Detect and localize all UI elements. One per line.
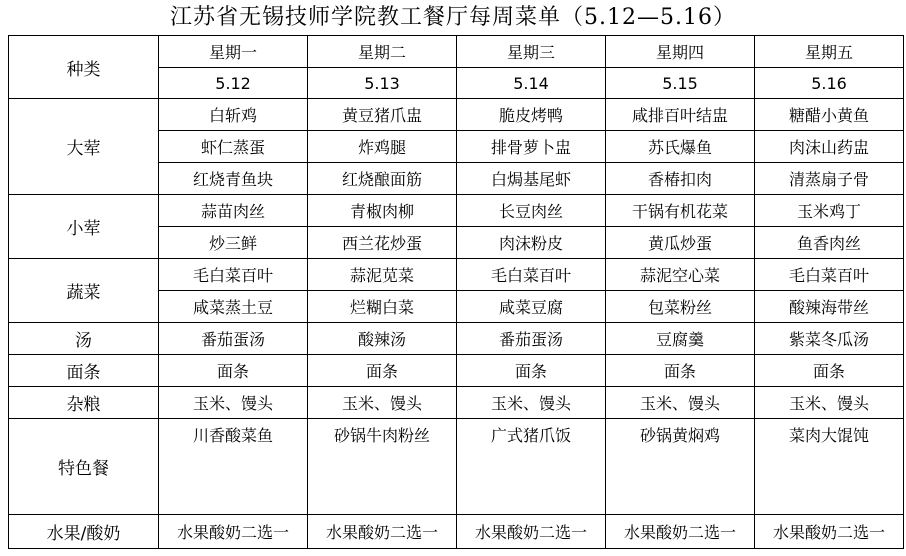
category-noodles: 面条: [9, 355, 159, 387]
fruit-cell: 水果酸奶二选一: [606, 515, 755, 549]
dish-cell: 红烧青鱼块: [159, 163, 308, 195]
table-row: [9, 99, 904, 131]
table-row: [9, 387, 904, 419]
dish-cell: 面条: [159, 355, 308, 387]
date-wednesday: 5.14: [457, 68, 606, 99]
dish-cell: 虾仁蒸蛋: [159, 131, 308, 163]
fruit-cell: 水果酸奶二选一: [755, 515, 904, 549]
empty-cell: [308, 450, 457, 482]
dish-cell: 玉米、馒头: [457, 387, 606, 419]
dish-cell: 青椒肉柳: [308, 195, 457, 227]
dish-cell: 玉米、馒头: [308, 387, 457, 419]
weekday-monday: 星期一: [159, 36, 308, 68]
dish-cell: 苏氏爆鱼: [606, 131, 755, 163]
empty-cell: [457, 450, 606, 482]
empty-cell: [159, 482, 308, 515]
dish-cell: 黄瓜炒蛋: [606, 227, 755, 259]
dish-cell: 烂糊白菜: [308, 291, 457, 323]
dish-cell: 蒜泥苋菜: [308, 259, 457, 291]
dish-cell: 毛白菜百叶: [457, 259, 606, 291]
dish-cell: 毛白菜百叶: [755, 259, 904, 291]
special-dish-cell: 菜肉大馄饨: [755, 419, 904, 451]
dish-cell: 糖醋小黄鱼: [755, 99, 904, 131]
dish-cell: 玉米、馒头: [159, 387, 308, 419]
empty-cell: [159, 450, 308, 482]
empty-cell: [755, 482, 904, 515]
dish-cell: 面条: [606, 355, 755, 387]
special-dish-cell: 广式猪爪饭: [457, 419, 606, 451]
weekday-header-row: [9, 36, 904, 68]
table-row: [9, 259, 904, 291]
fruit-cell: 水果酸奶二选一: [457, 515, 606, 549]
dish-cell: 排骨萝卜盅: [457, 131, 606, 163]
category-fruit-yogurt: 水果/酸奶: [9, 515, 159, 549]
dish-cell: 豆腐羹: [606, 323, 755, 355]
table-row: [9, 323, 904, 355]
dish-cell: 蒜泥空心菜: [606, 259, 755, 291]
special-dish-cell: 川香酸菜鱼: [159, 419, 308, 451]
dish-cell: 脆皮烤鸭: [457, 99, 606, 131]
weekday-tuesday: 星期二: [308, 36, 457, 68]
dish-cell: 玉米鸡丁: [755, 195, 904, 227]
dish-cell: 玉米、馒头: [606, 387, 755, 419]
dish-cell: 酸辣海带丝: [755, 291, 904, 323]
table-row: [9, 195, 904, 227]
dish-cell: 清蒸扇子骨: [755, 163, 904, 195]
dish-cell: 炸鸡腿: [308, 131, 457, 163]
category-big-meat: 大荤: [9, 99, 159, 195]
dish-cell: 干锅有机花菜: [606, 195, 755, 227]
dish-cell: 香椿扣肉: [606, 163, 755, 195]
dish-cell: 包菜粉丝: [606, 291, 755, 323]
dish-cell: 紫菜冬瓜汤: [755, 323, 904, 355]
empty-cell: [755, 450, 904, 482]
dish-cell: 肉沫山药盅: [755, 131, 904, 163]
weekday-wednesday: 星期三: [457, 36, 606, 68]
dish-cell: 番茄蛋汤: [159, 323, 308, 355]
date-tuesday: 5.13: [308, 68, 457, 99]
special-dish-cell: 砂锅牛肉粉丝: [308, 419, 457, 451]
date-friday: 5.16: [755, 68, 904, 99]
dish-cell: 炒三鲜: [159, 227, 308, 259]
weekly-menu-table: [8, 35, 904, 549]
dish-cell: 咸菜蒸土豆: [159, 291, 308, 323]
date-monday: 5.12: [159, 68, 308, 99]
category-header: 种类: [9, 36, 159, 99]
fruit-cell: 水果酸奶二选一: [308, 515, 457, 549]
dish-cell: 白斩鸡: [159, 99, 308, 131]
dish-cell: 肉沫粉皮: [457, 227, 606, 259]
dish-cell: 蒜苗肉丝: [159, 195, 308, 227]
dish-cell: 白焗基尾虾: [457, 163, 606, 195]
empty-cell: [308, 482, 457, 515]
fruit-cell: 水果酸奶二选一: [159, 515, 308, 549]
special-dish-cell: 砂锅黄焖鸡: [606, 419, 755, 451]
dish-cell: 鱼香肉丝: [755, 227, 904, 259]
dish-cell: 面条: [308, 355, 457, 387]
category-special: 特色餐: [9, 419, 159, 515]
empty-cell: [606, 482, 755, 515]
category-grains: 杂粮: [9, 387, 159, 419]
weekday-friday: 星期五: [755, 36, 904, 68]
dish-cell: 咸菜豆腐: [457, 291, 606, 323]
dish-cell: 西兰花炒蛋: [308, 227, 457, 259]
category-soup: 汤: [9, 323, 159, 355]
dish-cell: 玉米、馒头: [755, 387, 904, 419]
table-row: [9, 515, 904, 549]
table-row: [9, 355, 904, 387]
empty-cell: [457, 482, 606, 515]
category-vegetables: 蔬菜: [9, 259, 159, 323]
dish-cell: 长豆肉丝: [457, 195, 606, 227]
page-title: 江苏省无锡技师学院教工餐厅每周菜单（5.12—5.16）: [170, 5, 736, 30]
dish-cell: 面条: [755, 355, 904, 387]
weekday-thursday: 星期四: [606, 36, 755, 68]
dish-cell: 毛白菜百叶: [159, 259, 308, 291]
date-thursday: 5.15: [606, 68, 755, 99]
dish-cell: 面条: [457, 355, 606, 387]
empty-cell: [606, 450, 755, 482]
category-small-meat: 小荤: [9, 195, 159, 259]
dish-cell: 酸辣汤: [308, 323, 457, 355]
dish-cell: 红烧酿面筋: [308, 163, 457, 195]
table-row: [9, 419, 904, 451]
dish-cell: 咸排百叶结盅: [606, 99, 755, 131]
dish-cell: 番茄蛋汤: [457, 323, 606, 355]
dish-cell: 黄豆猪爪盅: [308, 99, 457, 131]
